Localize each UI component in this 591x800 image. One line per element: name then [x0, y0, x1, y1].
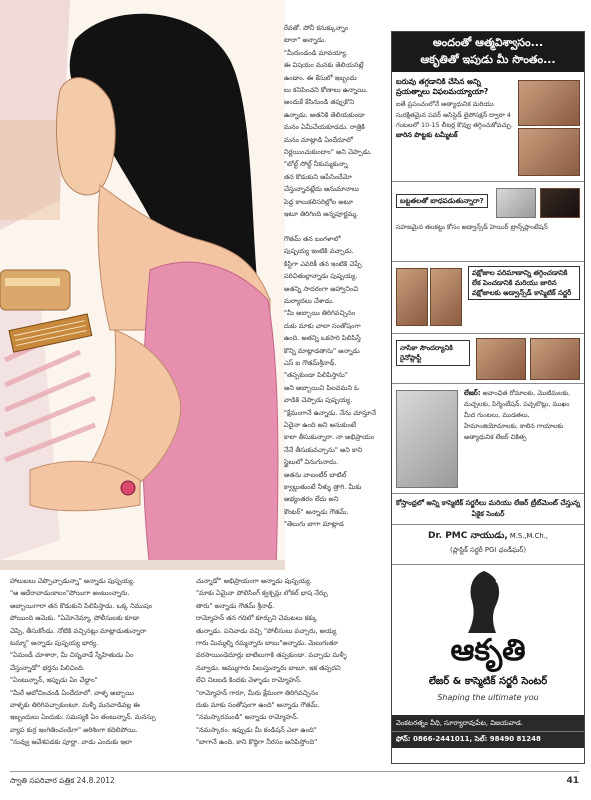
ad-section-rhinoplasty — [392, 334, 584, 384]
breast-before-photo — [396, 268, 428, 326]
laser-description: అవాంఛిత రోమాలకు, మొటిమలకు, మచ్చలకు, పిగ్మెంటేషన్, పచ్చబొట్లు, ముఖం మీద గుంటలు, ముడతలు, హేమాంజియోమాలకు, కాలిన గాయాలకు అత్యాధునిక లేజర్ చికిత్స — [464, 389, 571, 441]
rhinoplasty-title: నాసికా సౌందర్యానికి రైనోప్లాస్టీ — [396, 340, 470, 366]
laser-title: లేజర్: — [464, 389, 481, 397]
nose-before-photo — [476, 338, 526, 380]
ad-banner-line-2: ఆకృతితో ఇపుడు మీ సొంతం... — [420, 53, 556, 66]
clinic-address: వెంకటరత్నం వీధి, సూర్యారావుపేట, విజయవాడ. — [392, 715, 584, 731]
ad-banner — [392, 32, 584, 72]
breast-surgery-title: వక్షోజాల పరిమాణాన్ని తగ్గించడానికి లేక పెంచడానికి మరియు జారిన వక్షోజాలకు అడ్వాన్స్‌డ్ కాస్మెటిక్ సర్జరీ — [468, 266, 580, 300]
doctor-qualifications: M.S.,M.Ch., — [507, 532, 548, 540]
woman-illustration — [0, 0, 285, 570]
breast-after-photo — [430, 268, 462, 326]
bald-head-before-photo — [496, 188, 536, 218]
clinic-phone: ఫోన్: 0866-2441011, సెల్: 98490 81248 — [392, 731, 584, 748]
story-column-right: రేవతో. పోనీ కనుక్కున్నాం టారా" అన్నాడు. "మీరుండండి మావయ్యా. ఈ విషయం మనకు తెలియనట్లే ఉండాం. ఈ కేసులో ఇబ్బందు లు కనిపించని కోణాలు ఉన్నాయి. అందుకే కేసినుండి తప్పుకొని ఉన్నాడు. అతనికి తెలియకుండా మనం ఏమీచేయకూడదు. రాత్రికి మనం మాట్లాడి ఏందేదూలో నిర్ణయించుకుందాం" అని చెప్పాడు. "బోల్ట్ సోల్డ్ నీకుమ్మకున్నా తన కొడుకుని ఆపేసిందేమో చేస్తున్నావట్లేదు అనుమానాలు పెద్ద కాలుకలిసరిల్లోల అటూ ఇటూ తిరిగింది అన్నపూర్ణమ్మ. గౌతమ్ తన బంగళాలో పుష్పయ్య ఇంటికి వచ్చాడు. కిస్టిగా ఎవరికీ తన ఇంటికి చెప్పే పరిచితుల్లాన్నాడు పుష్పయ్య. అతన్ని సాదరంగా ఆహ్వానించి మర్యాదలు చేశాడు. "మీ అబ్బాయి తిరిగివచ్చినం దుకు మాకు చాలా సంతోషంగా ఉంది. అతన్ని ఒకసారి పిలిపిస్తే కొన్ని మాట్లాడతాను" అన్నాడు ఎస్ ఐ గౌతమ్‌శ్రీనాథ్. "తప్పకుండా పిలిపిస్తాను" అని అబ్బాయిని పిలవమని ఓ వాడికి చెప్పాడు పుష్పయ్య. "క్షేమంగానే ఉన్నాడు. నేను చూస్తూనే ఏదైనా ఉంది అని అనుకుంటే కాలా తీసుకున్నారా. నా అభిప్రాయం నేనే తీసుకువచ్చాను" అని కాని స్టైలులో వినుగునాదు. అతను వాలంటీర్ బాటిల్ క్వాల్డుతుంటే నీళ్ళు త్రాగి. మీకు అభ్యంతరం లేదు అని కౌంటర్" అన్నాడు గౌతమ్. "తెలుగు బాగా మాట్లాడ — [284, 24, 376, 529]
ad-section-weight-loss — [392, 72, 584, 182]
hair-transplant-body: సహజమైన తలకట్టు కోసం అడ్వాన్స్‌డ్ హెయిర్ ట్రాన్స్‌ప్లాంటేషన్ — [396, 223, 548, 231]
ad-tagline: కోస్తాంధ్రలో అన్ని కాస్మెటిక్ సర్జరీలు మరియు లేజర్ ట్రీట్‌మెంట్ చేస్తున్న ఏకైక సెంటర్ — [392, 494, 584, 525]
ad-banner-line-1: అందంతో ఆత్మవిశ్వాసం... — [432, 36, 544, 49]
magazine-issue: స్వాతి సపరివార పత్రిక 24.8.2012 — [10, 776, 115, 785]
weight-loss-title: బరువు తగ్గడానికి చేసిన అన్ని ప్రయత్నాలు విఫలమయ్యాయా? — [396, 77, 489, 96]
hair-after-photo — [540, 188, 580, 218]
clinic-advertisement — [391, 31, 585, 764]
clinic-slogan: Shaping the ultimate you — [437, 693, 539, 702]
laser-body — [464, 388, 580, 443]
page-footer — [10, 771, 579, 791]
belly-before-photo — [518, 80, 580, 126]
doctor-name: Dr. PMC నాయుడు, — [428, 531, 508, 541]
doctor-info — [392, 525, 584, 565]
ad-section-hair-transplant — [392, 182, 584, 262]
nose-after-photo — [530, 338, 580, 380]
doctor-name-line — [392, 531, 584, 543]
clinic-logo — [392, 565, 584, 715]
page-number: 41 — [566, 776, 579, 786]
story-column-bottom-middle: చున్నాడో" అభిప్రాయంగా అన్నాడు పుష్పయ్య. "మాకు ఏమైనా పోలిసింగ్ క్వశ్చన్లు లోకల్ భాష నేర్చు తారు" అన్నాడు గౌతమ్ శ్రీనాథ్. రామ్మోహన్ తన గదిలో కూర్చుని చెమటలు కక్కు తున్నాడు. పనివాడు వచ్చి "పోలీసులు వచ్చారు, అయ్య గారు మిమ్మల్ని రమ్మన్నారు బాబు"అన్నాడు. మెలుగుతూ వరసాయిండెదూర్లు బాటిలుగాకి తప్పకుండా. వచ్చాడు మళ్ళీ నవ్వాడు. అమ్ముగారు పిలుస్తున్నారు బాబూ. ఇక తప్పదని లేచి నిలబడి కిందకు వెళ్ళాడు రామ్మోహన్. "రామ్మోహన్ గారూ, మీరు క్షేమంగా తిరిగివచ్చినం దుకు మాకు సంతోషంగా ఉంది" అన్నాడు గౌతమ్. "నమస్కారమండి" అన్నాడు రామ్మోహన్. "నమస్కారం. ఇప్పుడు మీ కండిషన్ ఎలా ఉంది" "బాగానే ఉంది. కాని కొద్దిగా నీరసం అనిపిస్తోంది" — [196, 577, 347, 747]
ad-section-breast-surgery — [392, 262, 584, 334]
doctor-department: (ప్లాస్టిక్ సర్జరీ PGI ఛండీఘర్) — [450, 546, 526, 554]
face-silhouette-logo-icon — [392, 567, 586, 637]
belly-after-photo — [518, 128, 580, 176]
laser-machine-photo — [396, 390, 458, 488]
tummy-tuck-label: జారిన పొట్టకు టమ్మీటక్ — [396, 130, 458, 139]
weight-loss-body: ఐతే ప్రపంచంలోనే అత్యాధునిక మరియు సురక్షితమైన పవర్ అసిస్టెడ్ లైపోసక్షన్ ద్వారా 4 గంటలలో 10-15 లీటర్ల కొవ్వు తగ్గించుకోవచ్చు. — [396, 100, 513, 129]
clinic-logo-name: ఆకృతి — [450, 633, 526, 668]
story-illustration — [0, 0, 285, 570]
story-column-bottom-left: హాలుబలు చెప్పొచ్చాడున్నా" అన్నాడు పుష్పయ్య. "ఆ ఆదేరావాడుఁకాలం"పోయిగా అంటుంన్నారు. అబ్బాయిగారా తన కొడుకుని పిలిపిస్తాడు. ఒక్క నిముషం పోయింది ఆమెకు. "ఏమోనెమ్మా, పోలీసులకు కూడా చెప్పి, తీసుకోండు. నోటికి వచ్చినట్లు మాట్లాడుతున్నారా టమ్మా" అన్నాడు పుష్పయ్య భార్య. "ఏమండీ చూశారా, మీ చిన్నవాడే స్నేహితుడు ఏం చేస్తున్నాడో" భర్తను పిలిచింది. "ఏంటున్నాన్, ఇప్పుడు ఏం చేద్దాం" "మీరే అలోచించండి ఏందేదూలో. వాళ్ళ అబ్బాయి వాళ్ళకు తిరిగివచ్చాకుంటూ. మళ్ళీ మనవాడివల్ల ఈ ఇబ్బందులు ఏందుకు. సమస్యకి ఏం తంటున్నాన్. మనస్సు వ్యాప కుర్ర ఇంగితించండిగా" అరిశింగా కదిలిపోయి. "నువ్వు ఆవేశపడకు పూర్ణా. వాడు ఎందుకు ఇలా — [10, 577, 156, 747]
clinic-logo-subtitle: లేజర్ & కాస్మెటిక్ సర్జరీ సెంటర్ — [428, 676, 548, 687]
ad-section-laser — [392, 384, 584, 494]
hair-loss-title: బట్టతలతో బాధపడుతున్నారా? — [396, 194, 488, 208]
